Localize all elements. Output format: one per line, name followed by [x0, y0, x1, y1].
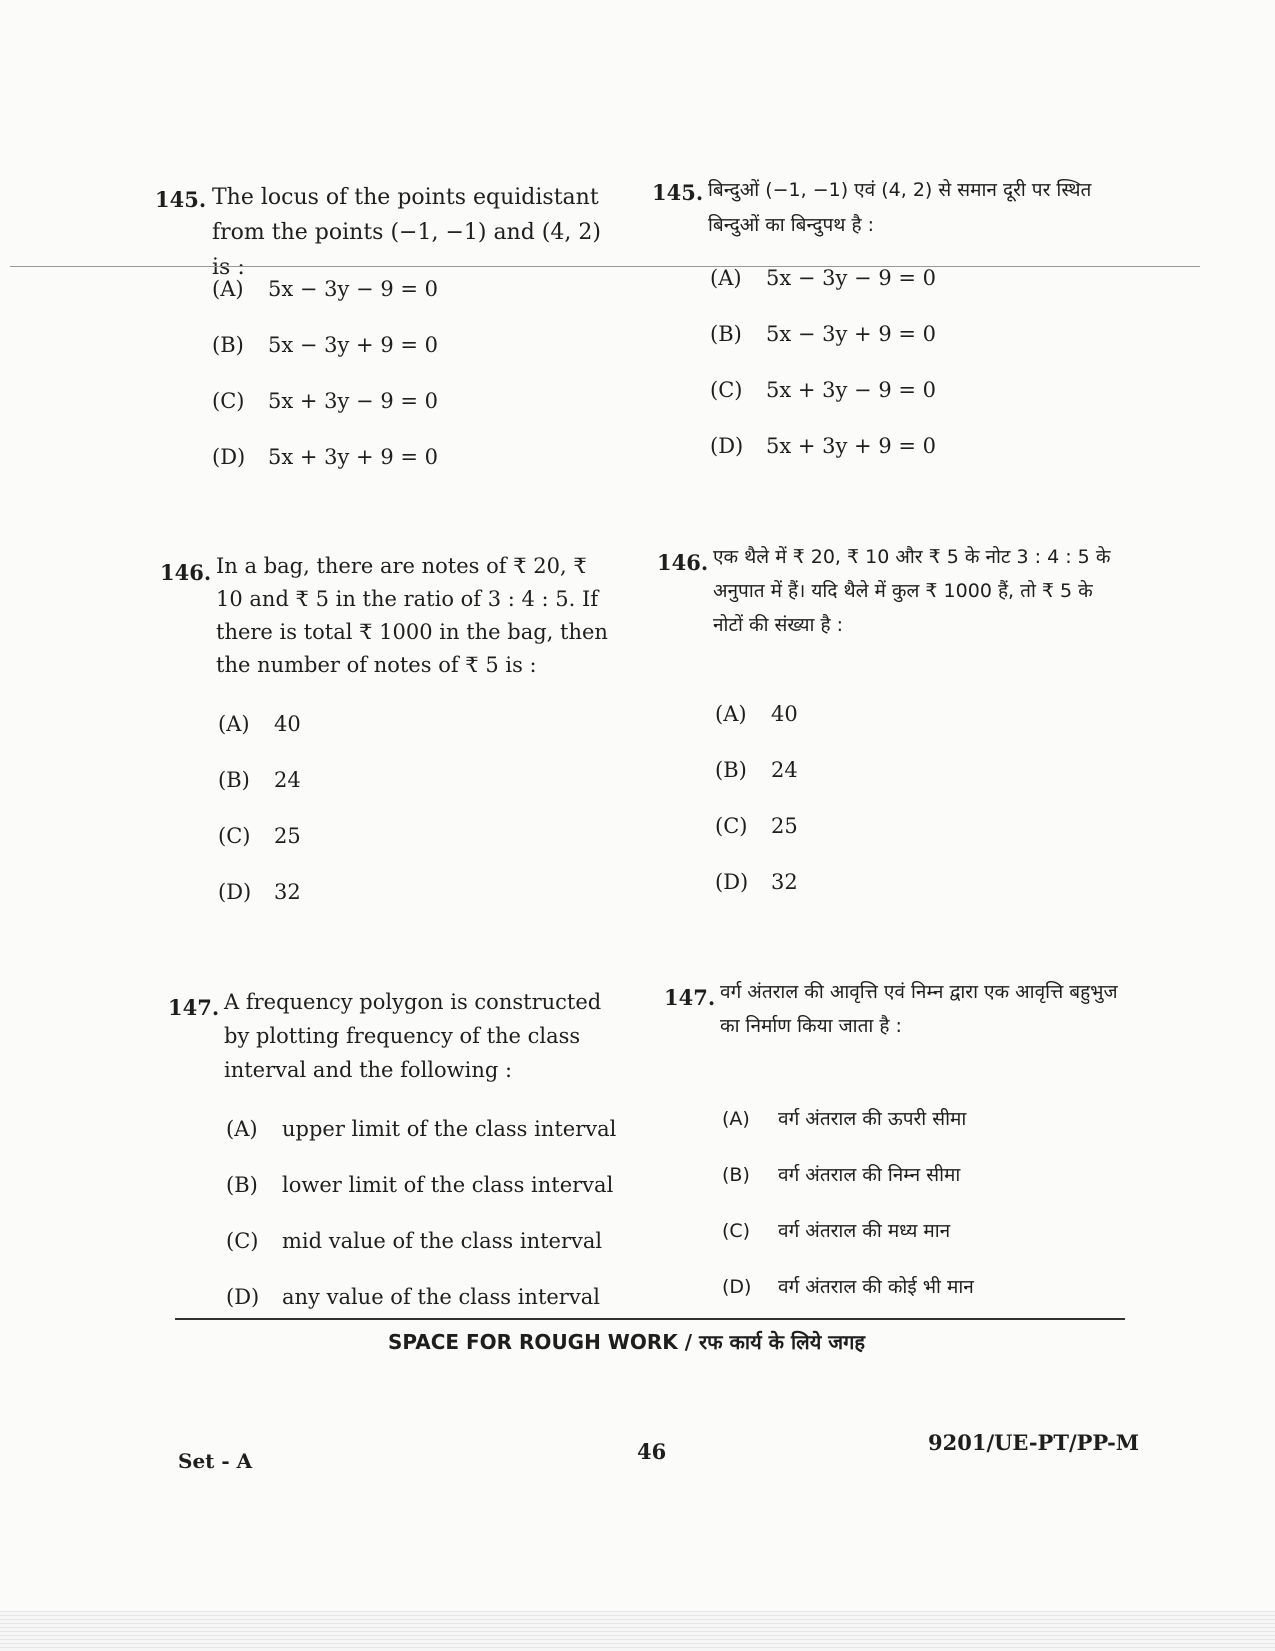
option-label: (A): [212, 277, 244, 301]
scan-edge: [0, 1611, 1275, 1651]
option-a-en: [226, 1117, 616, 1141]
option-label: (B): [212, 333, 244, 357]
option-label: (D): [722, 1276, 752, 1298]
option-label: (D): [212, 445, 246, 469]
question-text-hi: वर्ग अंतराल की आवृत्ति एवं निम्न द्वारा एक आवृत्ति बहुभुज का निर्माण किया जाता है :: [720, 981, 1118, 1037]
question-text-en: The locus of the points equidistant from the points (−1, −1) and (4, 2) is :: [212, 185, 601, 280]
option-c-hi: [710, 378, 936, 402]
question-text-en: A frequency polygon is constructed by plotting frequency of the class interval and the following :: [224, 990, 602, 1082]
option-text: 32: [274, 880, 301, 904]
option-label: (A): [218, 712, 250, 736]
option-text: 25: [274, 824, 301, 848]
question-number-hi: 147.: [664, 985, 716, 1010]
option-b-en: [226, 1173, 613, 1197]
option-text: वर्ग अंतराल की निम्न सीमा: [778, 1164, 961, 1186]
option-c-hi: [722, 1217, 950, 1243]
divider: [10, 266, 1200, 267]
option-label: (A): [715, 702, 747, 726]
option-label: (D): [218, 880, 252, 904]
option-text: 5x + 3y − 9 = 0: [766, 378, 936, 402]
option-text: 24: [274, 768, 301, 792]
option-text: 32: [771, 870, 798, 894]
option-text: upper limit of the class interval: [282, 1117, 617, 1141]
option-b-hi: [710, 322, 936, 346]
option-d-hi: [710, 434, 936, 458]
option-d-hi: [715, 870, 798, 894]
option-text: 5x + 3y + 9 = 0: [268, 445, 438, 469]
option-text: 5x − 3y − 9 = 0: [268, 277, 438, 301]
option-label: (B): [710, 322, 742, 346]
option-a-en: [218, 712, 301, 736]
rough-work-divider: [175, 1318, 1125, 1320]
option-label: (A): [710, 266, 742, 290]
option-label: (C): [226, 1229, 259, 1253]
option-c-en: [212, 389, 438, 413]
option-label: (B): [226, 1173, 258, 1197]
option-label: (B): [715, 758, 747, 782]
option-a-hi: [715, 702, 798, 726]
option-text: 5x + 3y − 9 = 0: [268, 389, 438, 413]
question-number-hi: 146.: [657, 550, 709, 575]
option-label: (C): [715, 814, 748, 838]
option-text: 40: [771, 702, 798, 726]
option-a-hi: [710, 266, 936, 290]
option-text: lower limit of the class interval: [282, 1173, 614, 1197]
option-label: (C): [710, 378, 743, 402]
option-label: (A): [226, 1117, 258, 1141]
option-a-en: [212, 277, 438, 301]
option-b-en: [212, 333, 438, 357]
option-label: (B): [722, 1164, 750, 1186]
option-b-hi: [722, 1161, 960, 1187]
option-text: 24: [771, 758, 798, 782]
option-a-hi: [722, 1105, 966, 1131]
option-label: (C): [218, 824, 251, 848]
option-text: वर्ग अंतराल की ऊपरी सीमा: [778, 1108, 967, 1130]
option-label: (C): [722, 1220, 751, 1242]
option-c-hi: [715, 814, 798, 838]
set-label: Set - A: [178, 1449, 253, 1473]
question-number: 147.: [168, 995, 220, 1020]
option-text: 40: [274, 712, 301, 736]
option-label: (D): [226, 1285, 260, 1309]
option-label: (B): [218, 768, 250, 792]
question-text-hi: एक थैले में ₹ 20, ₹ 10 और ₹ 5 के नोट 3 : 4 : 5 के अनुपात में हैं। यदि थैले में कुल ₹ 1000 हैं, तो ₹ 5 के नोटों की संख्या है :: [713, 546, 1111, 636]
paper-code: 9201/UE-PT/PP-M: [928, 1430, 1140, 1455]
question-number-hi: 145.: [652, 180, 704, 205]
option-b-en: [218, 768, 301, 792]
option-text: 25: [771, 814, 798, 838]
option-label: (D): [715, 870, 749, 894]
question-number: 146.: [160, 560, 212, 585]
option-text: 5x − 3y − 9 = 0: [766, 266, 936, 290]
option-text: वर्ग अंतराल की मध्य मान: [778, 1220, 951, 1242]
option-label: (C): [212, 389, 245, 413]
option-d-en: [218, 880, 301, 904]
question-number: 145.: [155, 187, 207, 212]
page-number: 46: [637, 1439, 667, 1464]
option-label: (D): [710, 434, 744, 458]
option-b-hi: [715, 758, 798, 782]
option-text: any value of the class interval: [282, 1285, 600, 1309]
option-c-en: [226, 1229, 602, 1253]
option-text: mid value of the class interval: [282, 1229, 603, 1253]
option-c-en: [218, 824, 301, 848]
option-text: 5x − 3y + 9 = 0: [766, 322, 936, 346]
rough-work-title: SPACE FOR ROUGH WORK / रफ कार्य के लिये जगह: [388, 1330, 865, 1354]
option-label: (A): [722, 1108, 750, 1130]
option-text: वर्ग अंतराल की कोई भी मान: [778, 1276, 974, 1298]
question-text-hi: बिन्दुओं (−1, −1) एवं (4, 2) से समान दूरी पर स्थित बिन्दुओं का बिन्दुपथ है :: [708, 179, 1092, 236]
question-text-en: In a bag, there are notes of ₹ 20, ₹ 10 and ₹ 5 in the ratio of 3 : 4 : 5. If there is total ₹ 1000 in the bag, then the number of notes of ₹ 5 is :: [216, 554, 608, 677]
option-text: 5x + 3y + 9 = 0: [766, 434, 936, 458]
option-d-hi: [722, 1273, 974, 1299]
option-d-en: [226, 1285, 600, 1309]
option-d-en: [212, 445, 438, 469]
option-text: 5x − 3y + 9 = 0: [268, 333, 438, 357]
